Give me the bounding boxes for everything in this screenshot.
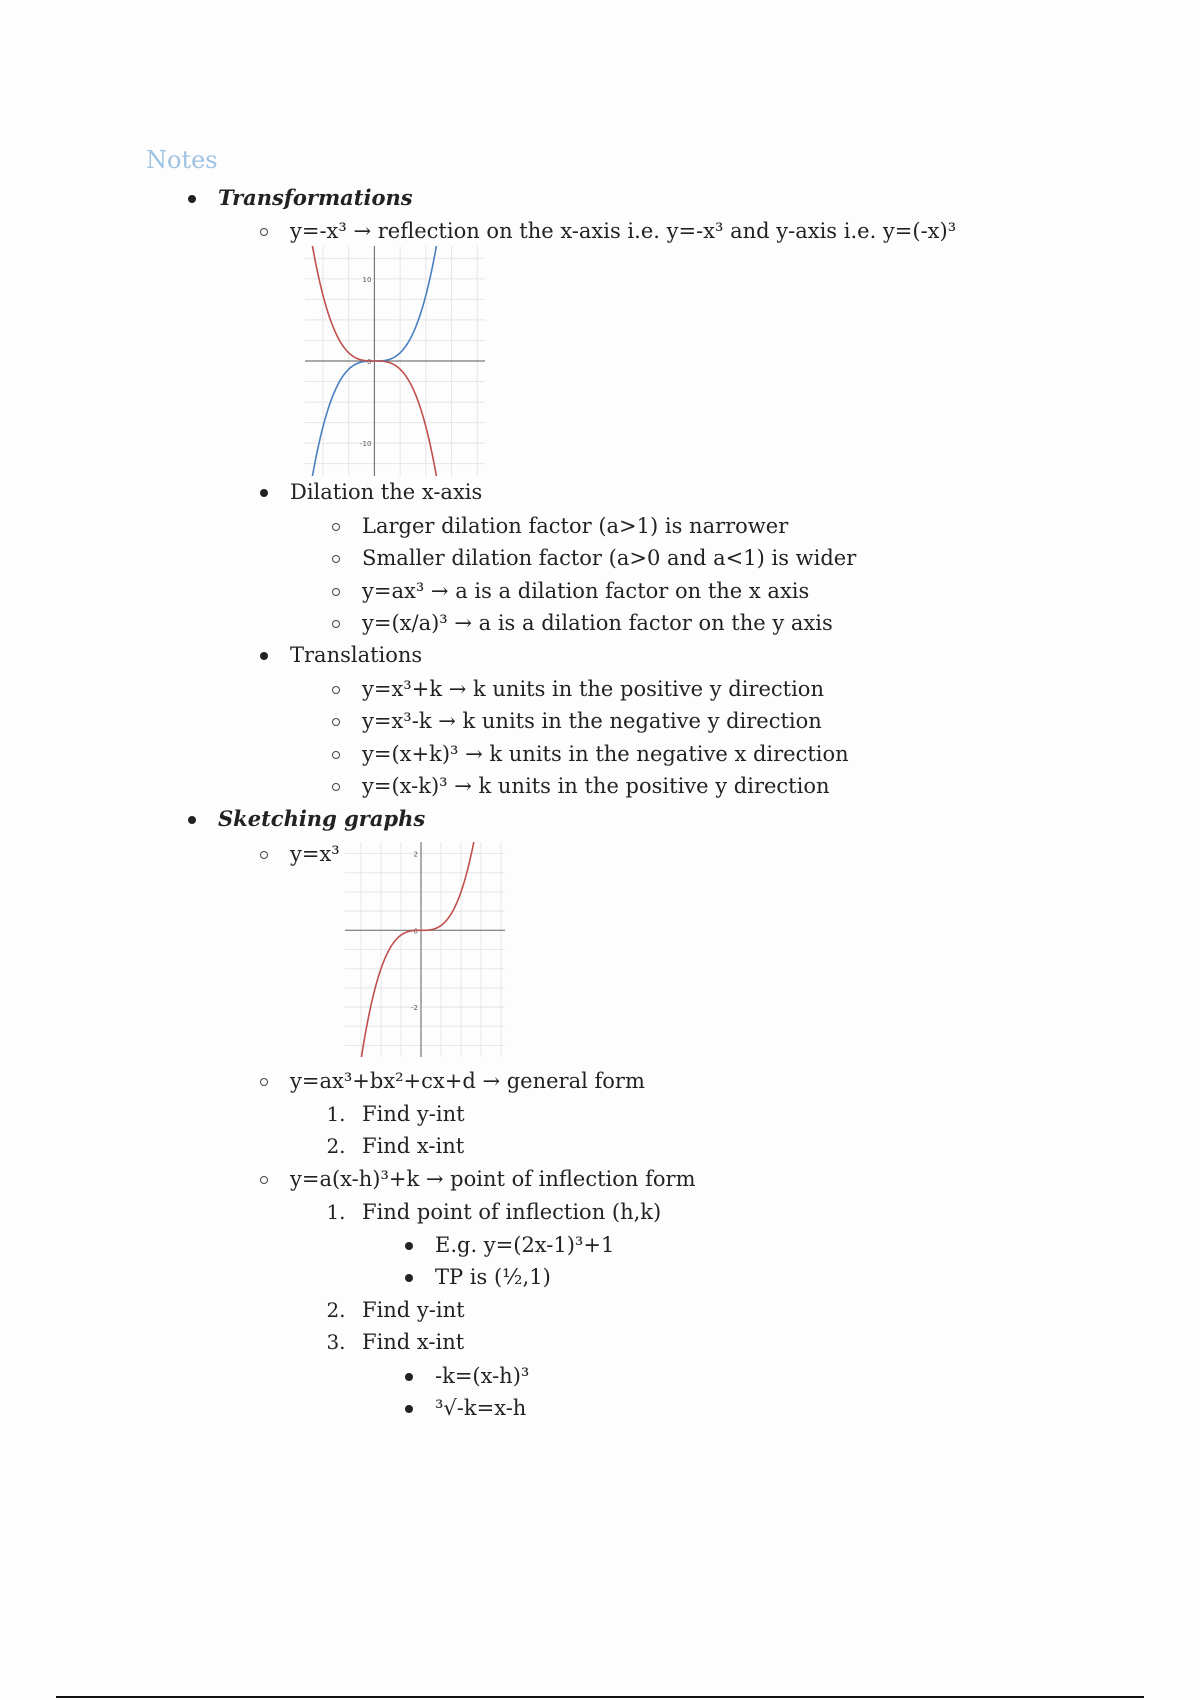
general-step: 2. Find x-int	[326, 1134, 465, 1158]
transformations-heading: Transformations	[218, 185, 413, 210]
page-title: Notes	[146, 146, 218, 174]
translation-subitem: y=x³-k → k units in the negative y direction	[362, 709, 822, 733]
tick-label: 0	[413, 927, 418, 936]
translation-subitem: y=x³+k → k units in the positive y direction	[362, 677, 824, 701]
reflection-graph	[305, 246, 485, 476]
x-int-step: ³√-k=x-h	[435, 1396, 527, 1420]
step-number: 3.	[326, 1330, 346, 1354]
inflection-step: 3. Find x-int	[326, 1330, 465, 1354]
reflection-item: y=-x³ → reflection on the x-axis i.e. y=-x³ and y-axis i.e. y=(-x)³	[290, 219, 957, 243]
step-number: 1.	[326, 1200, 346, 1224]
dilation-subitem: y=ax³ → a is a dilation factor on the x axis	[362, 579, 810, 603]
inflection-example: E.g. y=(2x-1)³+1	[435, 1233, 615, 1257]
step-number: 1.	[326, 1102, 346, 1126]
inflection-example: TP is (½,1)	[435, 1265, 551, 1289]
dilation-item: Dilation the x-axis	[290, 480, 483, 504]
cubic-graph	[345, 842, 505, 1057]
general-form-item: y=ax³+bx²+cx+d → general form	[290, 1069, 645, 1093]
tick-label: -2	[411, 1004, 418, 1013]
dilation-subitem: y=(x/a)³ → a is a dilation factor on the y axis	[362, 611, 833, 635]
inflection-form-item: y=a(x-h)³+k → point of inflection form	[290, 1167, 696, 1191]
inflection-step: 2. Find y-int	[326, 1298, 465, 1322]
translations-item: Translations	[290, 643, 423, 667]
translation-subitem: y=(x+k)³ → k units in the negative x direction	[362, 742, 849, 766]
inflection-step: 1. Find point of inflection (h,k)	[326, 1200, 662, 1224]
dilation-subitem: Larger dilation factor (a>1) is narrower	[362, 514, 789, 538]
step-number: 2.	[326, 1298, 346, 1322]
page-bottom-rule	[56, 1696, 1144, 1698]
translation-subitem: y=(x-k)³ → k units in the positive y direction	[362, 774, 830, 798]
tick-label: 10	[362, 275, 372, 284]
x-int-step: -k=(x-h)³	[435, 1364, 530, 1388]
tick-label: -10	[359, 440, 372, 449]
basic-cubic-item: y=x³	[290, 842, 340, 866]
tick-label: 2	[413, 850, 418, 859]
sketching-heading: Sketching graphs	[218, 806, 426, 831]
tick-label: 0	[366, 358, 372, 366]
step-number: 2.	[326, 1134, 346, 1158]
dilation-subitem: Smaller dilation factor (a>0 and a<1) is wider	[362, 546, 857, 570]
general-step: 1. Find y-int	[326, 1102, 465, 1126]
